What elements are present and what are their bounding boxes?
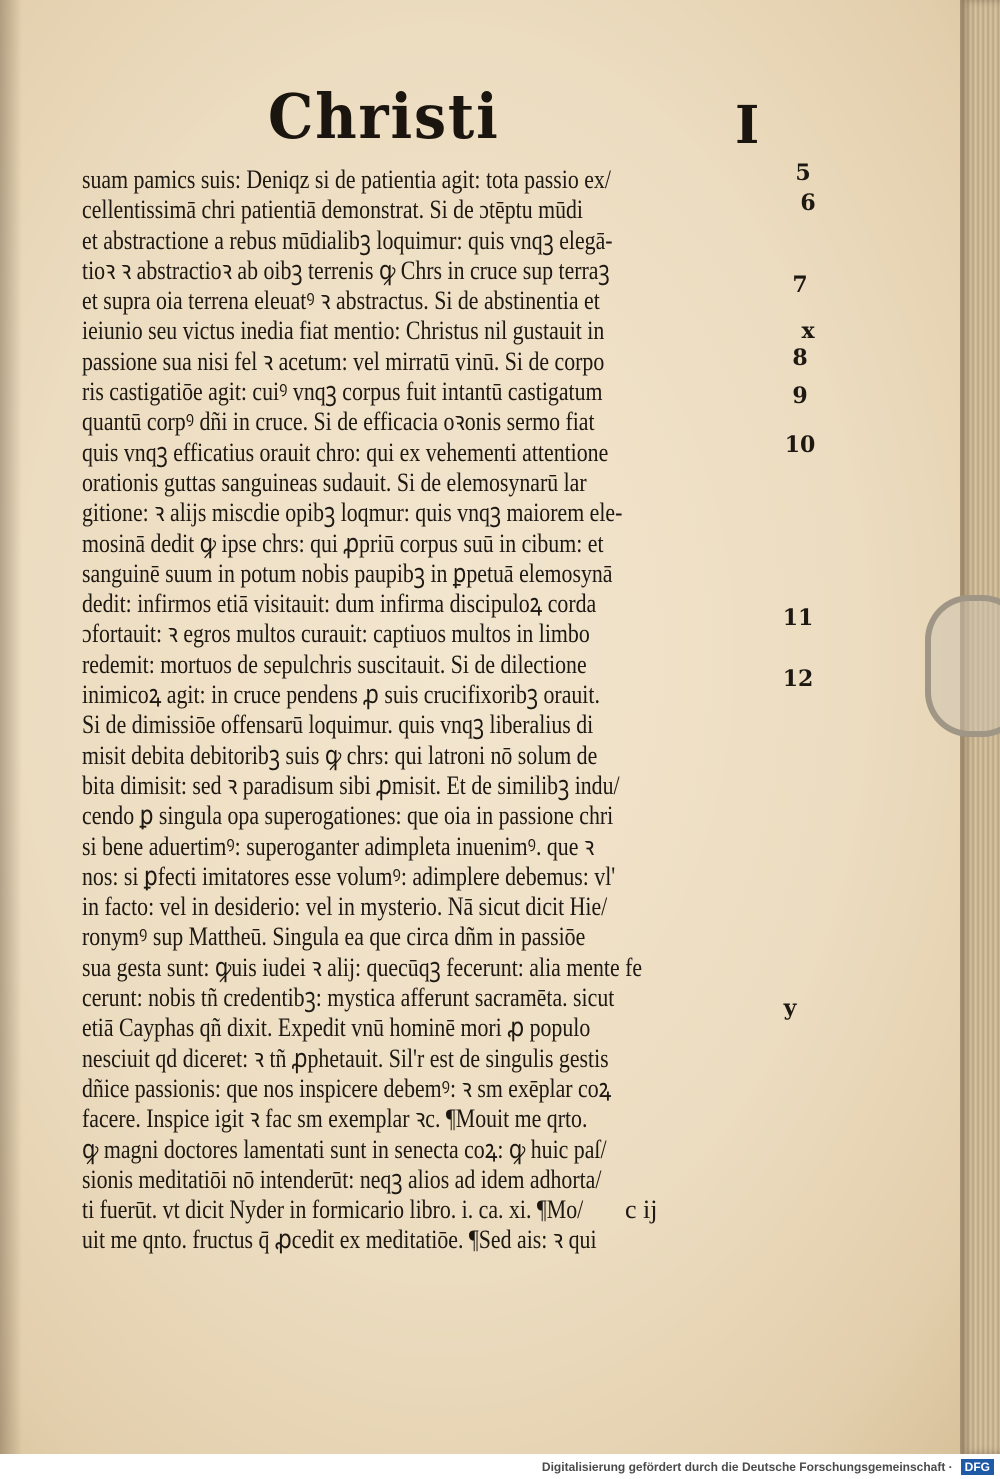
footer-bar	[0, 1454, 1000, 1479]
text-line: et abstractione a rebus mūdialibꝫ loquimur: quis vnqꝫ elegā-	[82, 225, 613, 255]
text-line: in facto: vel in desiderio: vel in mysterio. Nā sicut dicit Hie/	[82, 892, 608, 922]
text-line: Si de dimissiōe offensarū loquimur. quis vnqꝫ liberalius di	[82, 710, 594, 740]
page-running-head: Christi	[268, 80, 500, 153]
text-line: quis vnqꝫ efficatius orauit chro: qui ex vehementi attentione	[82, 437, 609, 467]
text-line: uit me qnto. fructus q̄ ꝓcedit ex meditatiōe. ¶Sed ais: ꝛ qui	[82, 1225, 597, 1255]
signature-mark: c ij	[625, 1195, 658, 1224]
body-text	[82, 165, 772, 1256]
text-line: quantū corpꝰ dñi in cruce. Si de efficacia oꝛonis sermo fiat	[82, 407, 595, 437]
margin-number: 5	[795, 160, 811, 186]
text-line: inimicoꝝ agit: in cruce pendens ꝓ suis crucifixoribꝫ orauit.	[82, 680, 600, 710]
text-line: bita dimisit: sed ꝛ paradisum sibi ꝓmisit. Et de similibꝫ indu/	[82, 770, 620, 800]
text-line: nos: si ꝑfecti imitatores esse volumꝰ: adimplere debemus: vl'	[82, 861, 616, 891]
margin-number: 8	[792, 345, 808, 371]
book-clasp	[925, 595, 1000, 737]
dfg-logo: DFG	[961, 1459, 994, 1475]
text-line: ronymꝰ sup Mattheū. Singula ea que circa dñm in passiōe	[82, 922, 586, 952]
text-line: si bene aduertimꝰ: superoganter adimpleta inuenimꝰ. que ꝛ	[82, 831, 595, 861]
text-line: et supra oia terrena eleuatꝰ ꝛ abstractus. Si de abstinentia et	[82, 286, 600, 316]
margin-number: 9	[792, 383, 808, 409]
folio-number: I	[735, 95, 760, 156]
text-line: tioꝛ ꝛ abstractioꝛ ab oibꝫ terrenis ꝙ Chrs in cruce sup terraꝫ	[82, 255, 610, 285]
text-line: ɔfortauit: ꝛ egros multos curauit: captiuos multos in limbo	[82, 619, 590, 649]
text-line: suam pamics suis: Deniqz si de patientia agit: tota passio ex/	[82, 165, 611, 194]
text-line: misit debita debitoribꝫ suis ꝙ chrs: qui latroni nō solum de	[82, 740, 598, 770]
text-line: sionis meditatiōi nō intenderūt: neqꝫ alios ad idem adhorta/	[82, 1164, 602, 1194]
margin-number: y	[783, 995, 797, 1021]
margin-number: 10	[784, 432, 816, 458]
margin-number: 11	[782, 605, 814, 631]
margin-number: 12	[782, 666, 814, 692]
text-line: dñice passionis: que nos inspicere debemꝰ: ꝛ sm exēplar coꝝ	[82, 1073, 612, 1103]
margin-number: x	[801, 318, 815, 344]
text-line: sanguinē suum in potum nobis paupibꝫ in ꝑpetuā elemosynā	[82, 558, 613, 588]
text-line: mosinā dedit ꝙ ipse chrs: qui ꝓpriū corpus suū in cibum: et	[82, 528, 604, 558]
text-line: nesciuit qd diceret: ꝛ tñ ꝓphetauit. Sil'r est de singulis gestis	[82, 1043, 609, 1073]
text-line: facere. Inspice igit ꝛ fac sm exemplar ꝛc. ¶Mouit me qrto.	[82, 1104, 588, 1134]
text-line: ieiunio seu victus inedia fiat mentio: Christus nil gustauit in	[82, 316, 605, 346]
text-line: ris castigatiōe agit: cuiꝰ vnqꝫ corpus fuit intantū castigatum	[82, 377, 603, 407]
funding-notice: Digitalisierung gefördert durch die Deutsche Forschungsgemeinschaft ·	[541, 1459, 953, 1474]
text-line: gitione: ꝛ alijs miscdie opibꝫ loqmur: quis vnqꝫ maiorem ele-	[82, 498, 623, 528]
text-line: ti fuerūt. vt dicit Nyder in formicario libro. i. ca. xi. ¶Mo/	[82, 1195, 584, 1225]
text-line: passione sua nisi fel ꝛ acetum: vel mirratū vinū. Si de corpo	[82, 346, 605, 376]
text-line: etiā Cayphas qñ dixit. Expedit vnū hominē mori ꝓ populo	[82, 1013, 591, 1043]
text-line: ꝙ magni doctores lamentati sunt in senecta coꝝ: ꝙ huic paſ/	[82, 1134, 607, 1164]
text-line: sua gesta sunt: ꝙuis iudei ꝛ alij: quecūqꝫ fecerunt: alia mente fe	[82, 952, 643, 982]
margin-number: 7	[792, 272, 808, 298]
text-line: dedit: infirmos etiā visitauit: dum infirma discipuloꝝ corda	[82, 589, 597, 619]
text-line: cendo ꝑ singula opa superogationes: que oia in passione chri	[82, 801, 614, 831]
gutter-shadow	[0, 0, 22, 1454]
text-line: redemit: mortuos de sepulchris suscitauit. Si de dilectione	[82, 649, 587, 679]
margin-number: 6	[800, 190, 816, 216]
text-line: cellentissimā chri patientiā demonstrat. Si de ɔtēptu mūdi	[82, 195, 583, 225]
text-line: cerunt: nobis tñ credentibꝫ: mystica afferunt sacramēta. sicut	[82, 983, 615, 1013]
text-line: orationis guttas sanguineas sudauit. Si de elemosynarū lar	[82, 467, 587, 497]
